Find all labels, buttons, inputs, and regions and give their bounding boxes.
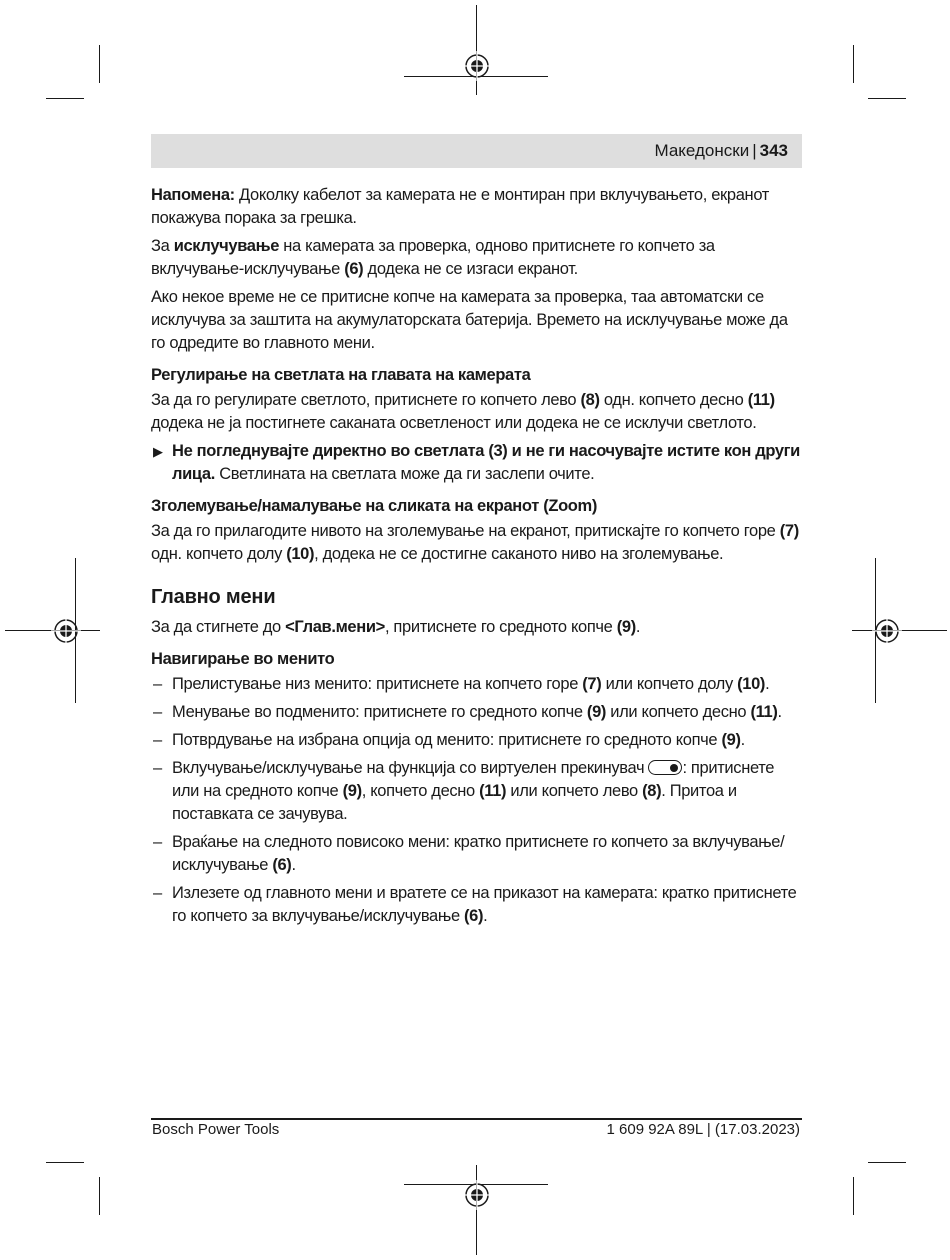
main-menu-paragraph: За да стигнете до <Глав.мени>, притиснете го средното копче (9). xyxy=(151,618,641,636)
list-item: – Менување во подменито: притиснете го средното копче (9) или копчето десно (11). xyxy=(153,703,782,721)
lights-paragraph: За да го регулирате светлото, притиснете го копчето лево (8) одн. копчето десно (11) додека не ја постигнете саканата осветленост или додека не се исклучи светлото. xyxy=(151,391,775,432)
list-item: – Излезете од главното мени и вратете се на приказот на камерата: кратко притиснете го копчето за вклучување/исклучување (6). xyxy=(153,884,797,925)
header-language: Македонски xyxy=(654,141,750,160)
main-menu-heading: Главно мени xyxy=(151,586,276,608)
note-label: Напомена: xyxy=(151,186,235,204)
page-header xyxy=(151,134,802,168)
note-paragraph: Напомена: Доколку кабелот за камерата не е монтиран при вклучувањето, екранот покажува порака за грешка. xyxy=(151,186,769,227)
list-item: – Потврдување на избрана опција од менито: притиснете го средното копче (9). xyxy=(153,731,745,749)
header-text xyxy=(654,141,788,161)
crop-mark xyxy=(99,1177,100,1215)
section-heading-zoom: Зголемување/намалување на сликата на екранот (Zoom) xyxy=(151,497,597,515)
crop-mark xyxy=(868,1162,906,1163)
footer-publisher: Bosch Power Tools xyxy=(152,1121,280,1138)
header-separator: | xyxy=(752,141,757,160)
crop-mark xyxy=(476,1165,477,1255)
list-item: – Враќање на следното повисоко мени: кратко притиснете го копчето за вклучување/исклучување (6). xyxy=(153,833,785,874)
list-item: – Прелистување низ менито: притиснете на копчето горе (7) или копчето долу (10). xyxy=(153,675,770,693)
footer-doc-number: 1 609 92A 89L | (17.03.2023) xyxy=(606,1121,800,1138)
toggle-knob xyxy=(670,764,678,772)
warning-triangle-icon: ▶ xyxy=(153,444,163,459)
zoom-paragraph: За да го прилагодите нивото на зголемување на екранот, притискајте го копчето горе (7) одн. копчето долу (10), додека не се достигне саканото ниво на зголемување. xyxy=(151,522,799,563)
page-content xyxy=(151,184,801,933)
auto-off-paragraph: Ако некое време не се притисне копче на камерата за проверка, таа автоматски се исклучува за заштита на акумулаторската батерија. Времето на исклучување може да го одредите во главното мени. xyxy=(151,288,788,352)
registration-mark-icon xyxy=(872,616,902,646)
page-number: 343 xyxy=(759,141,788,160)
toggle-switch-icon xyxy=(648,760,682,775)
section-heading-lights: Регулирање на светлата на главата на камерата xyxy=(151,366,531,384)
navigation-heading: Навигирање во менито xyxy=(151,650,335,668)
crop-mark xyxy=(853,1177,854,1215)
crop-mark xyxy=(46,98,84,99)
switch-off-paragraph: За исклучување на камерата за проверка, одново притиснете го копчето за вклучување-исклучување (6) додека не се изгаси екранот. xyxy=(151,237,715,278)
crop-mark xyxy=(868,98,906,99)
registration-mark-icon xyxy=(51,616,81,646)
crop-mark xyxy=(853,45,854,83)
registration-mark-icon xyxy=(462,51,492,81)
warning-note: ▶ Не погледнувајте директно во светлата (3) и не ги насочувајте истите кон други лица. Светлината на светлата може да ги заслепи очите. xyxy=(153,442,800,483)
crop-mark xyxy=(476,5,477,95)
navigation-list xyxy=(151,673,801,928)
registration-mark-icon xyxy=(462,1180,492,1210)
list-item: – Вклучување/исклучување на функција со виртуелен прекинувач : притиснете или на средното копче (9), копчето десно (11) или копчето лево (8). Притоа и поставката се зачувува. xyxy=(153,759,775,823)
crop-mark xyxy=(99,45,100,83)
crop-mark xyxy=(46,1162,84,1163)
